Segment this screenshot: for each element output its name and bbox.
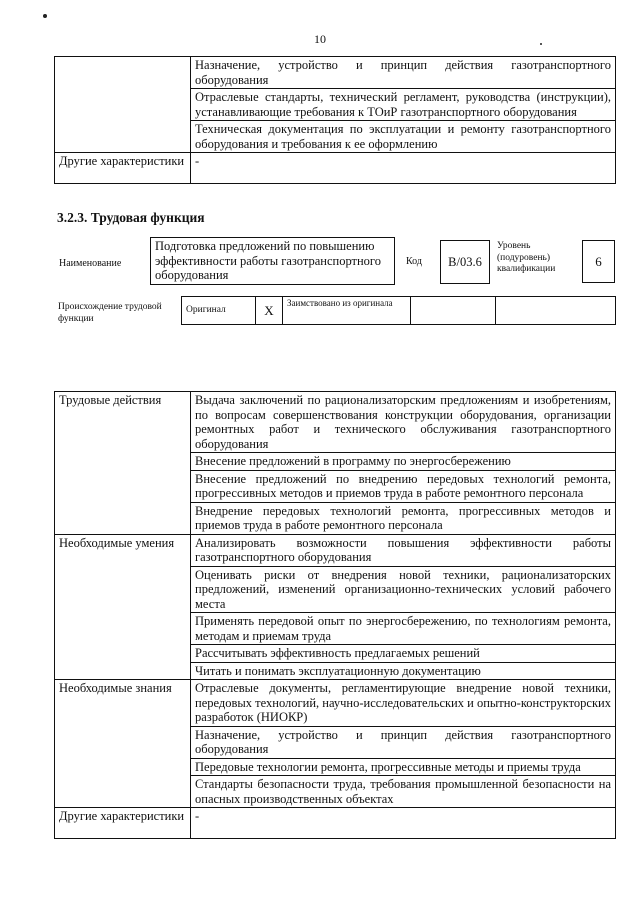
other-characteristics-label: Другие характеристики	[55, 153, 191, 184]
knowledge-item: Передовые технологии ремонта, прогрессивные методы и приемы труда	[191, 758, 616, 776]
borrowed-label: Заимствовано из оригинала	[283, 297, 411, 325]
name-label: Наименование	[59, 258, 122, 269]
labor-action-item: Выдача заключений по рационализаторским предложениям и изобретениям, по вопросам совершенствования конструкции оборудования, организации ремонтных работ и технического обслуживания газотранспортного оборудования	[191, 392, 616, 453]
labor-action-item: Внедрение передовых технологий ремонта, прогрессивных методов и приемов труда в работе ремонтного персонала	[191, 502, 616, 534]
original-mark: X	[256, 297, 283, 325]
knowledge-item: Назначение, устройство и принцип действия газотранспортного оборудования	[191, 726, 616, 758]
origin-table	[181, 296, 616, 325]
original-label: Оригинал	[182, 297, 256, 325]
required-skills-label: Необходимые умения	[55, 534, 191, 680]
skill-item: Рассчитывать эффективность предлагаемых решений	[191, 645, 616, 663]
knowledge-item: Стандарты безопасности труда, требования промышленной безопасности на опасных производственных объектах	[191, 776, 616, 808]
page-number: 10	[314, 32, 326, 46]
function-name-box	[150, 237, 395, 285]
function-name-value: Подготовка предложений по повышению эффективности работы газотранспортного оборудования	[155, 239, 382, 282]
code-box	[440, 240, 490, 284]
knowledge-item: Техническая документация по эксплуатации и ремонту газотранспортного оборудования и требования к ее оформлению	[191, 121, 616, 153]
code-value: B/03.6	[448, 255, 482, 269]
knowledge-item: Отраслевые стандарты, технический регламент, руководства (инструкции), устанавливающие требования к ТОиР газотранспортного оборудования	[191, 89, 616, 121]
code-label: Код	[406, 256, 422, 267]
registration-number-cell	[496, 297, 616, 325]
other-characteristics-value: -	[191, 808, 616, 839]
skill-item: Применять передовой опыт по энергосбережению, по технологиям ремонта, методам и приемам труда	[191, 613, 616, 645]
scan-speck	[43, 14, 47, 18]
skill-item: Читать и понимать эксплуатационную документацию	[191, 662, 616, 680]
continuation-table	[54, 56, 616, 184]
empty-label-cell	[55, 57, 191, 153]
labor-actions-label: Трудовые действия	[55, 392, 191, 535]
level-box	[582, 240, 615, 283]
labor-action-item: Внесение предложений по внедрению передовых технологий ремонта, прогрессивных методов и приемов труда в работе ремонтного персонала	[191, 470, 616, 502]
function-details-table	[54, 391, 616, 839]
skill-item: Анализировать возможности повышения эффективности работы газотранспортного оборудования	[191, 534, 616, 566]
original-code-cell	[411, 297, 496, 325]
skill-item: Оценивать риски от внедрения новой техники, рационализаторских предложений, изменений организационно-технических условий рабочего места	[191, 566, 616, 613]
level-value: 6	[595, 254, 602, 269]
level-label: Уровень (подуровень) квалификации	[497, 241, 556, 274]
knowledge-item: Отраслевые документы, регламентирующие внедрение новой техники, передовых технологий, научно-исследовательских и опытно-конструкторских разработок (НИОКР)	[191, 680, 616, 727]
knowledge-item: Назначение, устройство и принцип действия газотранспортного оборудования	[191, 57, 616, 89]
other-characteristics-value: -	[191, 153, 616, 184]
origin-label: Происхождение трудовой функции	[58, 302, 162, 324]
labor-action-item: Внесение предложений в программу по энергосбережению	[191, 453, 616, 471]
section-title: 3.2.3. Трудовая функция	[57, 210, 205, 225]
other-characteristics-label: Другие характеристики	[55, 808, 191, 839]
required-knowledge-label: Необходимые знания	[55, 680, 191, 808]
